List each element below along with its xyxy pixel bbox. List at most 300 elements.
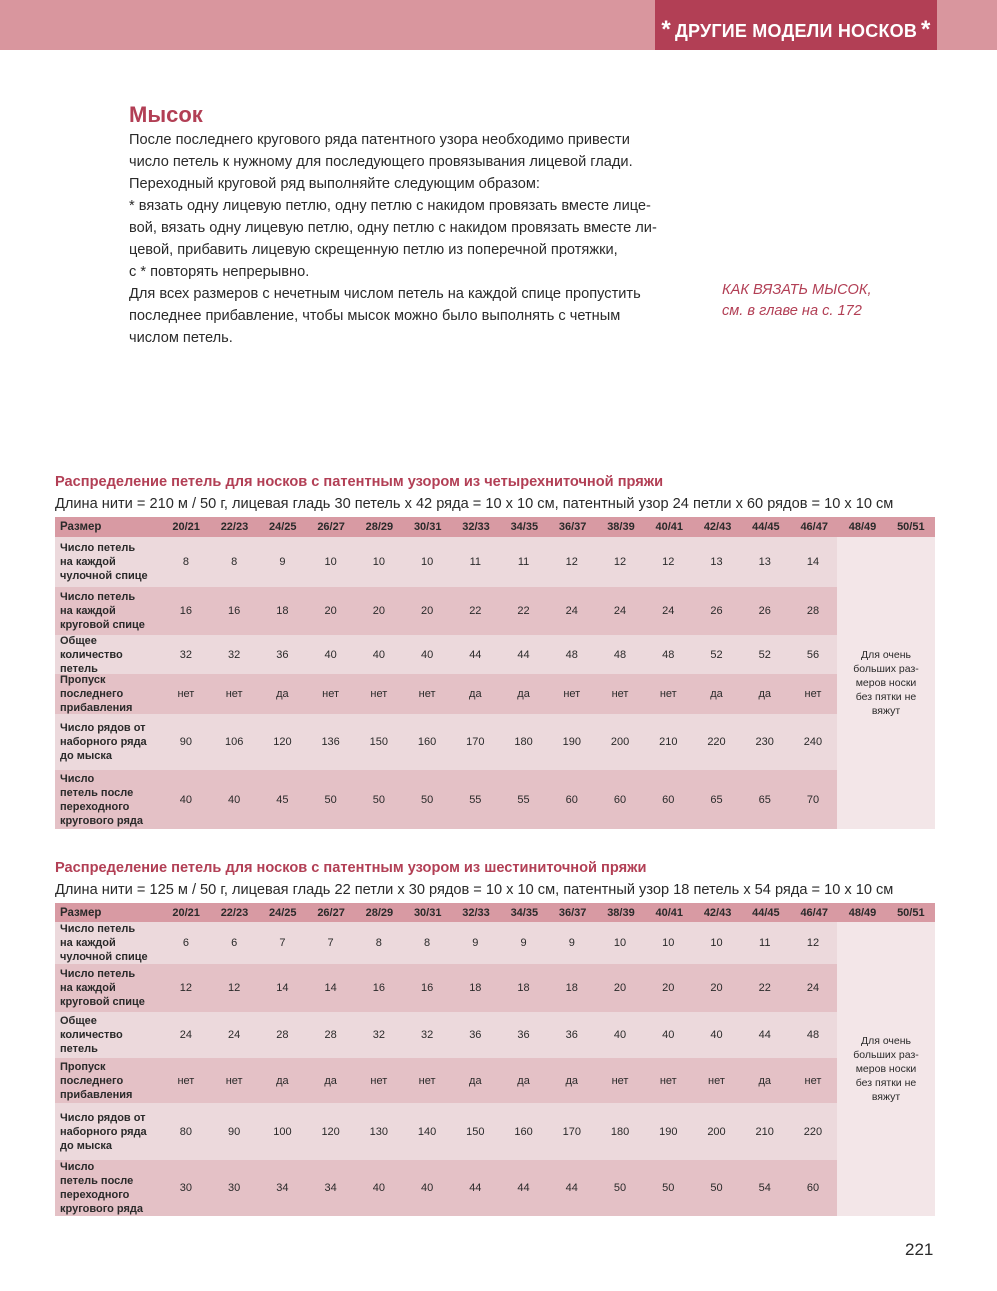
row-label [55,1058,162,1103]
table-cell: 24 [662,605,675,617]
table-cell: 14 [806,556,820,568]
table-cell: 36 [276,648,289,661]
body-text [129,129,699,349]
table-cell: 220 [803,1125,823,1138]
note-line: вяжут [871,1091,901,1103]
table-cell: да [517,1074,530,1087]
size-header-cell: 34/35 [510,521,539,533]
size-header-cell: 46/47 [800,521,828,533]
side-note-line: см. в главе на с. 172 [722,303,862,319]
table-cell: 10 [372,556,385,568]
table-cell: 56 [806,648,820,661]
table2-subtitle: Длина нити = 125 м / 50 г, лицевая гладь 22 петли х 30 рядов = 10 х 10 см, патентный узор 18 петель х 54 ряда = 10 х 10 см [55,882,894,898]
size-header-cell: 30/31 [413,906,442,919]
row-label-line: наборного ряда [60,736,147,748]
size-header-cell: 22/23 [220,521,249,533]
table-cell: да [710,688,723,700]
row-label-line: Число петель [60,591,136,603]
table-cell: 6 [182,937,189,949]
table-cell: да [758,1074,771,1087]
table-cell: да [758,688,771,700]
table-cell: нет [177,688,195,700]
table-cell: нет [563,688,581,700]
table-cell: 13 [758,556,771,568]
table-cell: 8 [424,937,431,949]
table2 [55,903,935,1216]
row-label-line: на каждой [60,556,116,568]
table-cell: 54 [758,1182,771,1194]
row-label-line: Число рядов от [60,722,146,734]
table-cell: 10 [420,556,434,568]
table-cell: да [565,1074,579,1087]
table-cell: 6 [231,937,238,949]
table-cell: 8 [231,556,238,568]
table-cell: 40 [420,648,434,661]
row-label-line: наборного ряда [60,1125,147,1138]
table-cell: 16 [420,982,434,994]
row-label-line: Число петель [60,968,136,980]
page-number: 221 [905,1240,934,1259]
table-cell: нет [225,688,243,700]
note-line: меров носки [855,1063,917,1075]
table-cell: 48 [806,1029,820,1041]
table-cell: 40 [324,648,337,661]
table-cell: да [276,1074,289,1087]
row-label-line: на каждой [60,937,116,949]
size-header-cell: 30/31 [413,521,442,533]
table-cell: 16 [228,605,241,617]
table-cell: 13 [710,556,723,568]
size-header-cell: 38/39 [607,521,635,533]
table-cell: 60 [806,1182,820,1194]
row-label-line: Число петель [60,923,136,935]
table-cell: 52 [758,648,771,661]
size-header-cell: 26/27 [317,521,345,533]
table-cell: 12 [662,556,675,568]
table-cell: нет [418,1074,436,1087]
table-cell: 18 [565,982,578,994]
size-header-cell: 28/29 [365,906,394,919]
table-cell: нет [804,1074,822,1087]
row-label-line: круговой спице [60,619,145,631]
table-cell: 18 [276,605,289,617]
table-cell: 48 [662,648,675,661]
table-cell: 36 [469,1029,482,1041]
body-line: последнее прибавление, чтобы мысок можно было выполнять с четным [129,308,621,324]
large-sizes-note [837,537,935,829]
row-label-line: Общее [60,1015,97,1027]
table-cell: 20 [372,605,385,617]
table-cell: 200 [707,1125,726,1138]
table-cell: 60 [662,793,675,806]
header-label: Размер [60,906,102,919]
table-cell: 210 [659,736,678,748]
side-note [722,280,872,322]
table-cell: 14 [324,982,337,994]
row-label-line: на каждой [60,982,116,994]
table-cell: 9 [472,937,479,949]
table-cell: 50 [710,1182,723,1194]
table-cell: 50 [420,793,434,806]
row-label [55,1160,162,1216]
body-line: Переходный круговой ряд выполняйте следующим образом: [129,176,540,192]
table-cell: 11 [517,556,530,568]
size-header-cell: 38/39 [607,906,635,919]
row-label-line: прибавления [60,1088,133,1101]
table-cell: 220 [707,736,726,748]
table-cell: 10 [662,937,675,949]
body-line: число петель к нужному для последующего провязывания лицевой глади. [129,154,633,170]
table-cell: да [469,688,482,700]
table-cell: 70 [806,793,820,806]
table-row [55,714,837,770]
row-label [55,674,162,714]
table-cell: 190 [562,736,581,748]
size-header-cell: 40/41 [655,906,684,919]
body-line: вой, вязать одну лицевую петлю, одну петлю с накидом провязать вместе ли- [129,220,657,236]
table-cell: 32 [228,648,241,661]
table-row [55,587,837,635]
body-line: числом петель. [129,330,233,346]
row-label [55,537,162,587]
table-row [55,922,837,964]
table-cell: 80 [179,1125,193,1138]
table-cell: 10 [710,937,723,949]
table-cell: 106 [224,736,244,748]
table-cell: нет [322,688,340,700]
table-cell: 10 [324,556,337,568]
row-label-line: на каждой [60,605,116,617]
table-cell: нет [370,688,388,700]
size-header-cell: 24/25 [269,906,297,919]
table-cell: 150 [369,736,389,748]
table-cell: 9 [279,556,286,568]
table-cell: 230 [755,736,774,748]
table-cell: 24 [565,605,578,617]
note-line: Для очень [860,1035,912,1047]
row-label-line: количество [60,648,123,661]
row-label-line: Общее [60,634,97,647]
table-cell: 8 [182,556,189,568]
body-line: Для всех размеров с нечетным числом петель на каждой спице пропустить [129,286,641,302]
table-cell: нет [659,1074,677,1087]
size-header-cell: 46/47 [800,906,828,919]
table-cell: 34 [324,1182,337,1194]
row-label-line: переходного [60,800,130,813]
table-cell: 40 [179,793,193,806]
size-header-cell: 44/45 [752,906,780,919]
table-cell: 36 [565,1029,578,1041]
table-row [55,964,837,1012]
size-header-cell: 42/43 [703,521,732,533]
large-sizes-note [837,922,935,1216]
table-cell: 12 [228,982,241,994]
table-cell: 136 [321,736,340,748]
row-label-line: петель после [60,1175,134,1187]
row-label [55,964,162,1012]
table-cell: 40 [420,1182,434,1194]
table-cell: 7 [327,937,334,949]
table-row [55,770,837,829]
size-header-cell: 50/51 [897,906,925,919]
table-cell: нет [708,1074,725,1087]
table-cell: 40 [662,1029,675,1041]
row-label [55,635,162,674]
table-header-row [55,903,935,922]
chapter-title: ДРУГИЕ МОДЕЛИ НОСКОВ [674,20,918,41]
size-header-cell: 36/37 [558,906,587,919]
row-label [55,1103,162,1160]
row-label-line: последнего [60,688,124,700]
table-cell: 11 [469,556,482,568]
table-cell: 120 [321,1125,340,1138]
table-row [55,1103,837,1160]
table-cell: 190 [659,1125,678,1138]
row-label [55,587,162,635]
table-row [55,1160,837,1216]
table-cell: 44 [469,648,482,661]
note-line: вяжут [871,705,901,717]
table-cell: нет [804,688,822,700]
size-header-cell: 36/37 [558,521,587,533]
size-header-cell: 48/49 [848,906,877,919]
table-cell: 26 [758,605,771,617]
table-row [55,635,837,674]
table-cell: 22 [469,605,482,617]
row-label-line: чулочной спице [60,570,148,582]
chapter-header [655,0,937,50]
table-header-row [55,517,935,537]
table-cell: 24 [806,982,820,994]
row-label-line: Число [60,1161,95,1173]
table-cell: 44 [469,1182,482,1194]
table-cell: да [276,688,289,700]
section-title: Мысок [129,102,203,127]
size-header-cell: 32/33 [462,906,490,919]
star-icon: * [921,16,931,43]
table-cell: 150 [466,1125,485,1138]
table-cell: 60 [565,793,578,806]
table-row [55,674,837,714]
table-cell: нет [370,1074,388,1087]
row-label-line: круговой спице [60,996,145,1008]
table-row [55,1012,837,1058]
table-cell: 10 [613,937,627,949]
table-cell: 44 [517,648,530,661]
table-cell: 140 [417,1125,437,1138]
table-cell: 160 [417,736,437,748]
table-cell: 160 [514,1125,533,1138]
table-cell: 48 [565,648,578,661]
table-cell: 210 [755,1125,774,1138]
row-label-line: петель [60,662,98,675]
table-cell: 32 [179,648,193,661]
table-cell: 26 [710,605,723,617]
size-header-cell: 40/41 [655,521,684,533]
table-cell: 11 [759,937,771,949]
table-cell: 240 [803,736,823,748]
note-line: без пятки не [855,1077,917,1089]
table-cell: нет [177,1074,195,1087]
row-label [55,714,162,770]
size-header-cell: 22/23 [220,906,249,919]
table-cell: 20 [613,982,627,994]
table-cell: 12 [565,556,578,568]
table-cell: 44 [758,1029,771,1041]
table-cell: 18 [469,982,482,994]
table-cell: 34 [276,1182,289,1194]
table-cell: 45 [276,793,289,806]
table-cell: 28 [276,1029,289,1041]
size-header-cell: 26/27 [317,906,345,919]
row-label-line: до мыска [60,1139,113,1152]
table-cell: нет [659,688,677,700]
table-cell: 55 [469,793,482,806]
table-cell: 48 [613,648,627,661]
table-cell: 180 [514,736,533,748]
row-label-line: последнего [60,1074,124,1087]
table-cell: 65 [758,793,771,806]
table-cell: 200 [610,736,630,748]
table-cell: нет [611,688,629,700]
table-cell: 20 [710,982,723,994]
size-header-cell: 50/51 [897,521,925,533]
table-row [55,537,837,587]
table-cell: 44 [517,1182,530,1194]
table-cell: 170 [562,1125,581,1138]
table-cell: 120 [273,736,292,748]
table-cell: 24 [613,605,627,617]
table-cell: 90 [228,1125,241,1138]
table-cell: 32 [420,1029,434,1041]
header-label: Размер [60,521,102,533]
size-header-cell: 34/35 [510,906,539,919]
size-header-cell: 20/21 [172,521,200,533]
row-label-line: кругового ряда [60,1203,143,1215]
table-cell: 20 [420,605,434,617]
table-row [55,1058,837,1103]
table-cell: нет [611,1074,629,1087]
table-cell: 170 [466,736,485,748]
note-line: Для очень [860,649,912,661]
table-cell: 55 [517,793,530,806]
table-cell: 30 [179,1182,193,1194]
table-cell: 50 [662,1182,675,1194]
note-line: без пятки не [855,691,917,703]
table-cell: 50 [613,1182,627,1194]
size-header-cell: 42/43 [703,906,732,919]
size-header-cell: 48/49 [848,521,877,533]
table-cell: 14 [276,982,289,994]
table-cell: 40 [228,793,241,806]
row-label-line: Пропуск [60,674,106,686]
table-cell: 28 [806,605,820,617]
body-line: * вязать одну лицевую петлю, одну петлю с накидом провязать вместе лице- [129,198,651,214]
table-cell: 50 [324,793,337,806]
table-cell: 40 [613,1029,627,1041]
table-cell: 9 [520,937,527,949]
note-line: меров носки [855,677,917,689]
table-cell: 8 [375,937,382,949]
row-label-line: прибавления [60,702,133,714]
row-label-line: Число петель [60,542,136,554]
table-cell: 50 [372,793,385,806]
table1-title: Распределение петель для носков с патентным узором из четырехниточной пряжи [55,474,664,490]
star-icon: * [661,16,671,43]
table-cell: да [324,1074,337,1087]
size-header-cell: 20/21 [172,906,200,919]
row-label-line: Пропуск [60,1060,106,1073]
row-label-line: Число [60,772,95,785]
table-cell: нет [418,688,436,700]
table-cell: 100 [273,1125,292,1138]
table-cell: 40 [372,1182,385,1194]
table-cell: 28 [324,1029,337,1041]
table2-title: Распределение петель для носков с патентным узором из шестиниточной пряжи [55,860,647,876]
table-cell: 40 [372,648,385,661]
table-cell: 12 [806,937,820,949]
table-cell: 52 [710,648,723,661]
row-label-line: кругового ряда [60,814,143,827]
table-cell: 18 [517,982,530,994]
table-cell: 12 [179,982,193,994]
note-line: больших раз- [853,1049,919,1061]
row-label-line: переходного [60,1189,130,1201]
row-label [55,770,162,829]
row-label-line: петель после [60,786,134,799]
table-cell: 22 [758,982,771,994]
size-header-cell: 44/45 [752,521,780,533]
table-cell: 44 [565,1182,578,1194]
table-cell: 16 [179,605,193,617]
table1 [55,517,935,829]
body-line: После последнего кругового ряда патентного узора необходимо привести [129,132,630,148]
row-label-line: количество [60,1029,123,1041]
table-cell: 65 [710,793,723,806]
body-line: цевой, прибавить лицевую скрещенную петлю из поперечной протяжки, [129,242,618,258]
table-cell: 130 [369,1125,389,1138]
table-cell: 9 [568,937,575,949]
row-label-line: чулочной спице [60,951,148,963]
table-cell: да [517,688,530,700]
table-cell: нет [225,1074,243,1087]
table1-subtitle: Длина нити = 210 м / 50 г, лицевая гладь 30 петель х 42 ряда = 10 х 10 см, патентный узор 24 петли х 60 рядов = 10 х 10 см [55,496,894,512]
table-cell: 90 [179,736,193,748]
table-cell: да [469,1074,482,1087]
table-cell: 30 [228,1182,241,1194]
table-cell: 36 [517,1029,530,1041]
body-line: с * повторять непрерывно. [129,264,310,280]
table-cell: 40 [710,1029,723,1041]
row-label [55,1012,162,1058]
table-cell: 20 [324,605,337,617]
table-cell: 16 [372,982,385,994]
row-label-line: петель [60,1043,98,1055]
note-line: больших раз- [853,663,919,675]
table-cell: 32 [372,1029,385,1041]
table-cell: 24 [228,1029,241,1041]
table-cell: 180 [610,1125,630,1138]
row-label-line: до мыска [60,750,113,762]
size-header-cell: 24/25 [269,521,297,533]
table-cell: 7 [279,937,286,949]
row-label-line: Число рядов от [60,1111,146,1124]
table-cell: 60 [613,793,627,806]
size-header-cell: 28/29 [365,521,394,533]
table-cell: 24 [179,1029,193,1041]
table-cell: 22 [517,605,530,617]
row-label [55,922,162,964]
